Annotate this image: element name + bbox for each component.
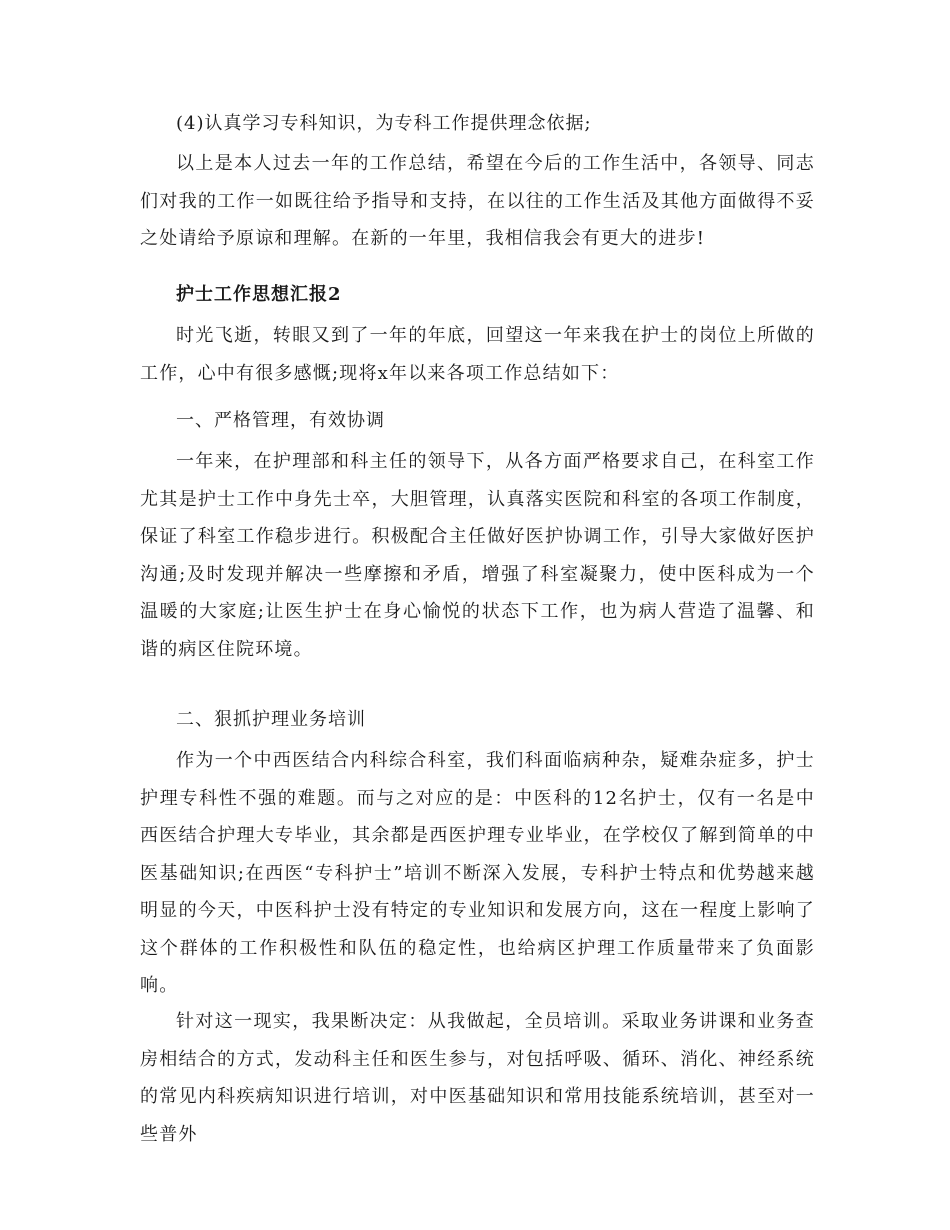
management-paragraph: 一年来，在护理部和科主任的领导下，从各方面严格要求自己，在科室工作尤其是护士工作中身先士卒，大胆管理，认真落实医院和科室的各项工作制度，保证了科室工作稳步进行。积极配合主任做好医护协调工作，引导大家做好医护沟通;及时发现并解决一些摩擦和矛盾，增强了科室凝聚力，使中医科成为一个温暖的大家庭;让医生护士在身心愉悦的状态下工作，也为病人营造了温馨、和谐的病区住院环境。 [140,451,815,660]
intro-paragraph: 时光飞逝，转眼又到了一年的年底，回望这一年来我在护士的岗位上所做的工作，心中有很多感慨;现将x年以来各项工作总结如下： [140,325,815,384]
training-action-paragraph: 针对这一现实，我果断决定：从我做起，全员培训。采取业务讲课和业务查房相结合的方式，发动科主任和医生参与，对包括呼吸、循环、消化、神经系统的常见内科疾病知识进行培训，对中医基础知识和常用技能系统培训，甚至对一些普外 [140,1011,815,1145]
subheading-training: 二、狠抓护理业务培训 [176,709,366,730]
subheading-management: 一、严格管理，有效协调 [176,410,385,431]
section-heading: 护士工作思想汇报2 [176,284,342,305]
training-paragraph: 作为一个中西医结合内科综合科室，我们科面临病种杂，疑难杂症多，护士护理专科性不强的难题。而与之对应的是：中医科的12名护士，仅有一名是中西医结合护理大专毕业，其余都是西医护理专业毕业，在学校仅了解到简单的中医基础知识;在西医“专科护士”培训不断深入发展，专科护士特点和优势越来越明显的今天，中医科护士没有特定的专业知识和发展方向，这在一程度上影响了这个群体的工作积极性和队伍的稳定性，也给病区护理工作质量带来了负面影响。 [140,750,815,996]
summary-paragraph: 以上是本人过去一年的工作总结，希望在今后的工作生活中，各领导、同志们对我的工作一如既往给予指导和支持，在以往的工作生活及其他方面做得不妥之处请给予原谅和理解。在新的一年里，我相信我会有更大的进步! [140,153,815,249]
list-item-4: (4)认真学习专科知识，为专科工作提供理念依据; [176,113,592,134]
